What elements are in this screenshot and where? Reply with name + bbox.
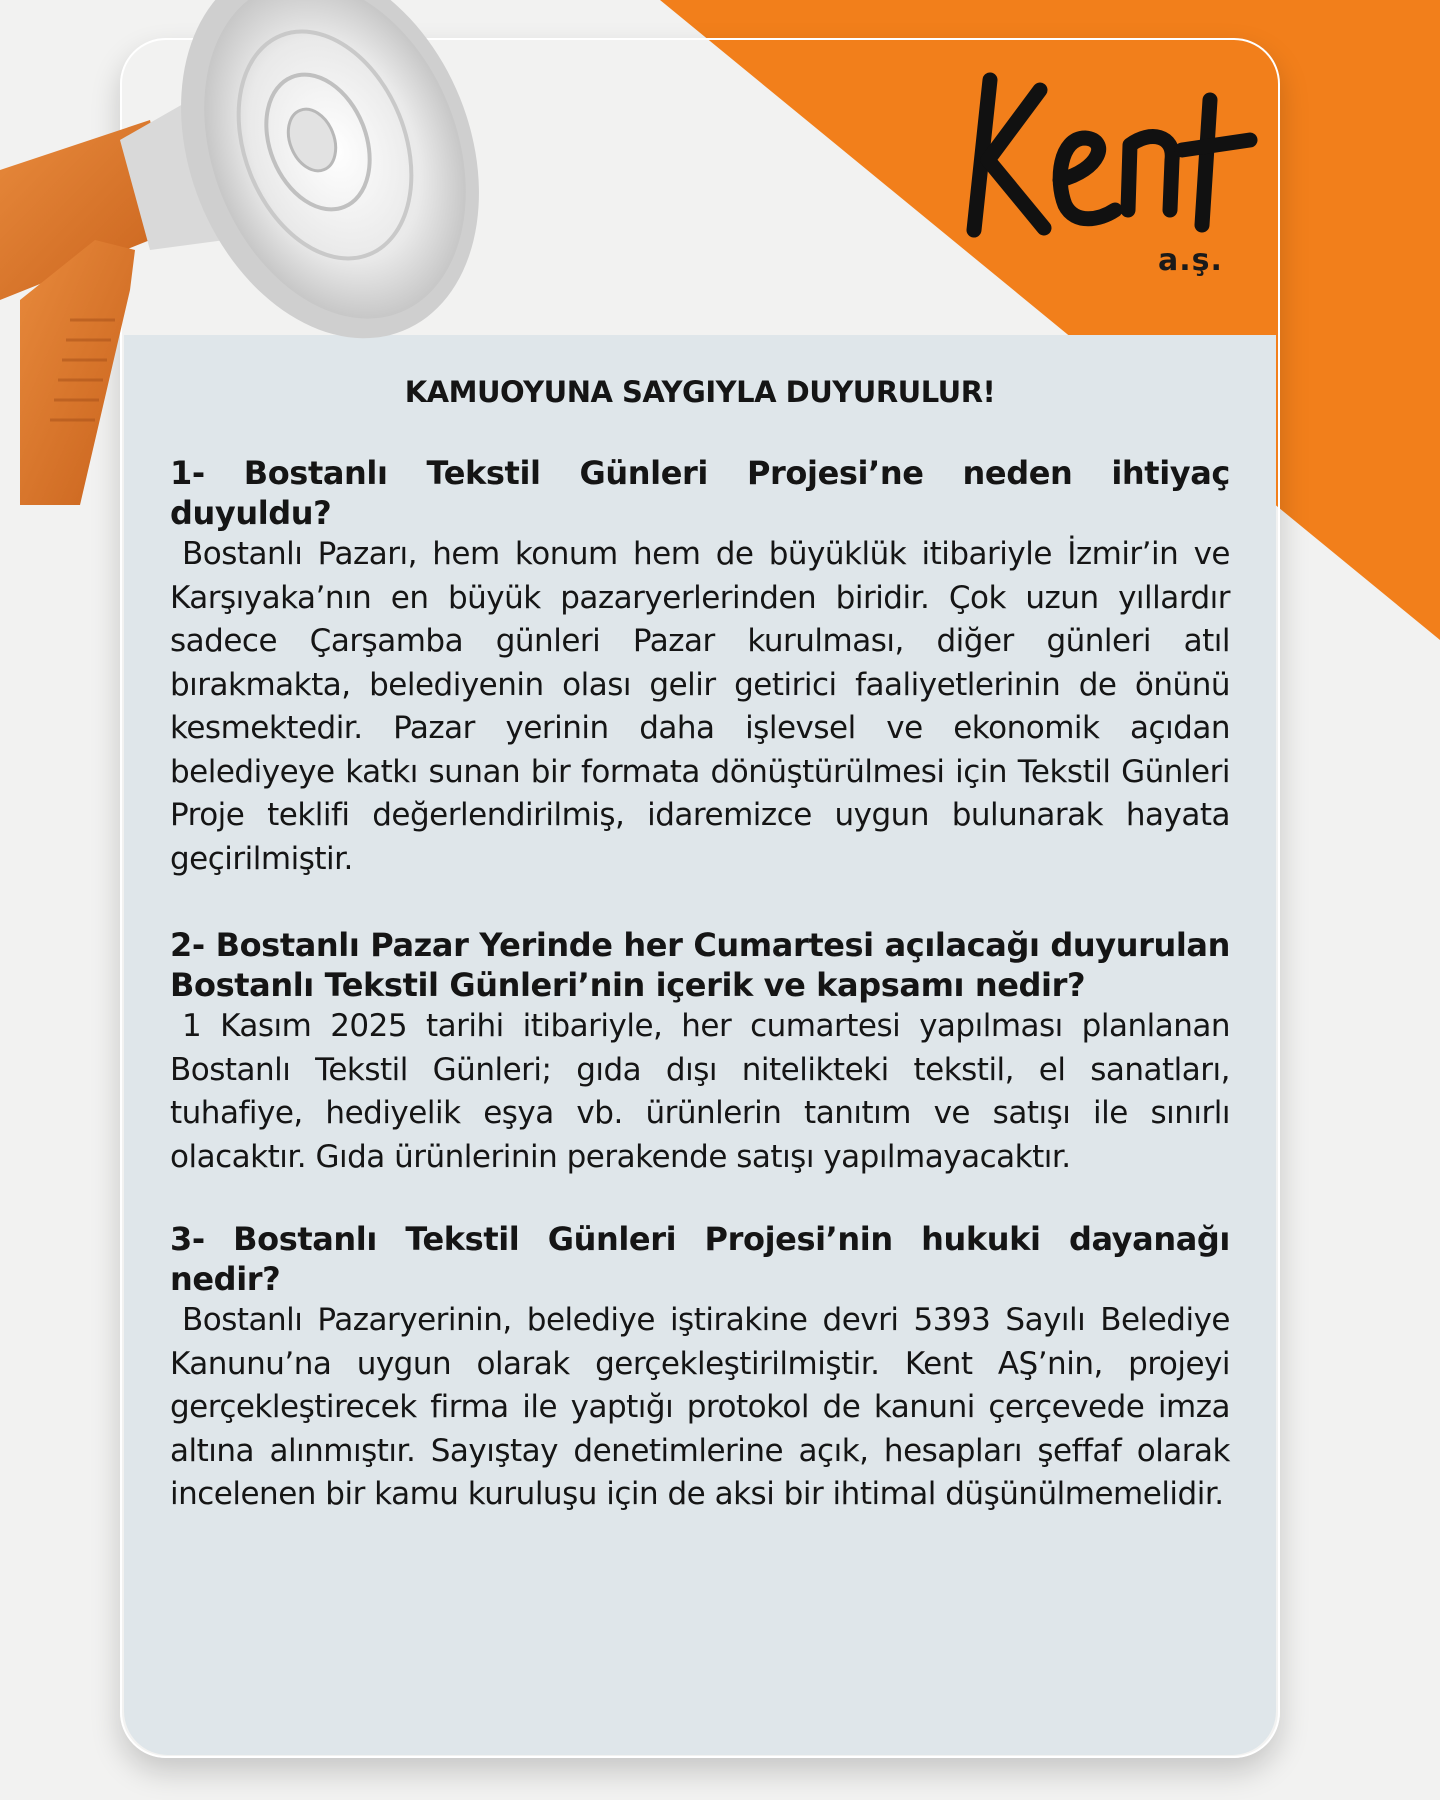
announcement-title: KAMUOYUNA SAYGIYLA DUYURULUR!: [404, 375, 996, 409]
faq-section-1: [170, 453, 1230, 881]
faq-section-2: [170, 925, 1230, 1179]
question-2: 2- Bostanlı Pazar Yerinde her Cumartesi açılacağı duyurulan Bostanlı Tekstil Günleri’nin içerik ve kapsamı nedir?: [170, 926, 1230, 1004]
answer-3: Bostanlı Pazaryerinin, belediye iştirakine devri 5393 Sayılı Belediye Kanunu’na uygun olarak gerçekleştirilmiştir. Kent AŞ’nin, projeyi gerçekleştirecek firma ile yaptığı protokol de kanuni çerçevede imza altına alınmıştır. Sayıştay denetimlerine açık, hesapları şeffaf olarak incelenen bir kamu kuruluşu için de aksi bir ihtimal düşünülmemelidir.: [170, 1302, 1230, 1512]
question-3: 3- Bostanlı Tekstil Günleri Projesi’nin hukuki dayanağı nedir?: [170, 1220, 1230, 1298]
faq-section-3: [170, 1219, 1230, 1517]
announcement-content: [170, 375, 1230, 1557]
question-1: 1- Bostanlı Tekstil Günleri Projesi’ne neden ihtiyaç duyuldu?: [170, 454, 1230, 532]
answer-2: 1 Kasım 2025 tarihi itibariyle, her cumartesi yapılması planlanan Bostanlı Tekstil Günleri; gıda dışı nitelikteki tekstil, el sanatları, tuhafiye, hediyelik eşya vb. ürünlerin tanıtım ve satışı ile sınırlı olacaktır. Gıda ürünlerinin perakende satışı yapılmayacaktır.: [170, 1008, 1230, 1175]
answer-1: Bostanlı Pazarı, hem konum hem de büyüklük itibariyle İzmir’in ve Karşıyaka’nın en büyük pazaryerlerinden biridir. Çok uzun yıllardır sadece Çarşamba günleri Pazar kurulması, diğer günleri atıl bırakmakta, belediyenin olası gelir getirici faaliyetlerinin de önünü kesmektedir. Pazar yerinin daha işlevsel ve ekonomik açıdan belediyeye katkı sunan bir formata dönüştürülmesi için Tekstil Günleri Proje teklifi değerlendirilmiş, idaremizce uygun bulunarak hayata geçirilmiştir.: [170, 536, 1230, 877]
logo-suffix: a.ş.: [1158, 243, 1223, 278]
